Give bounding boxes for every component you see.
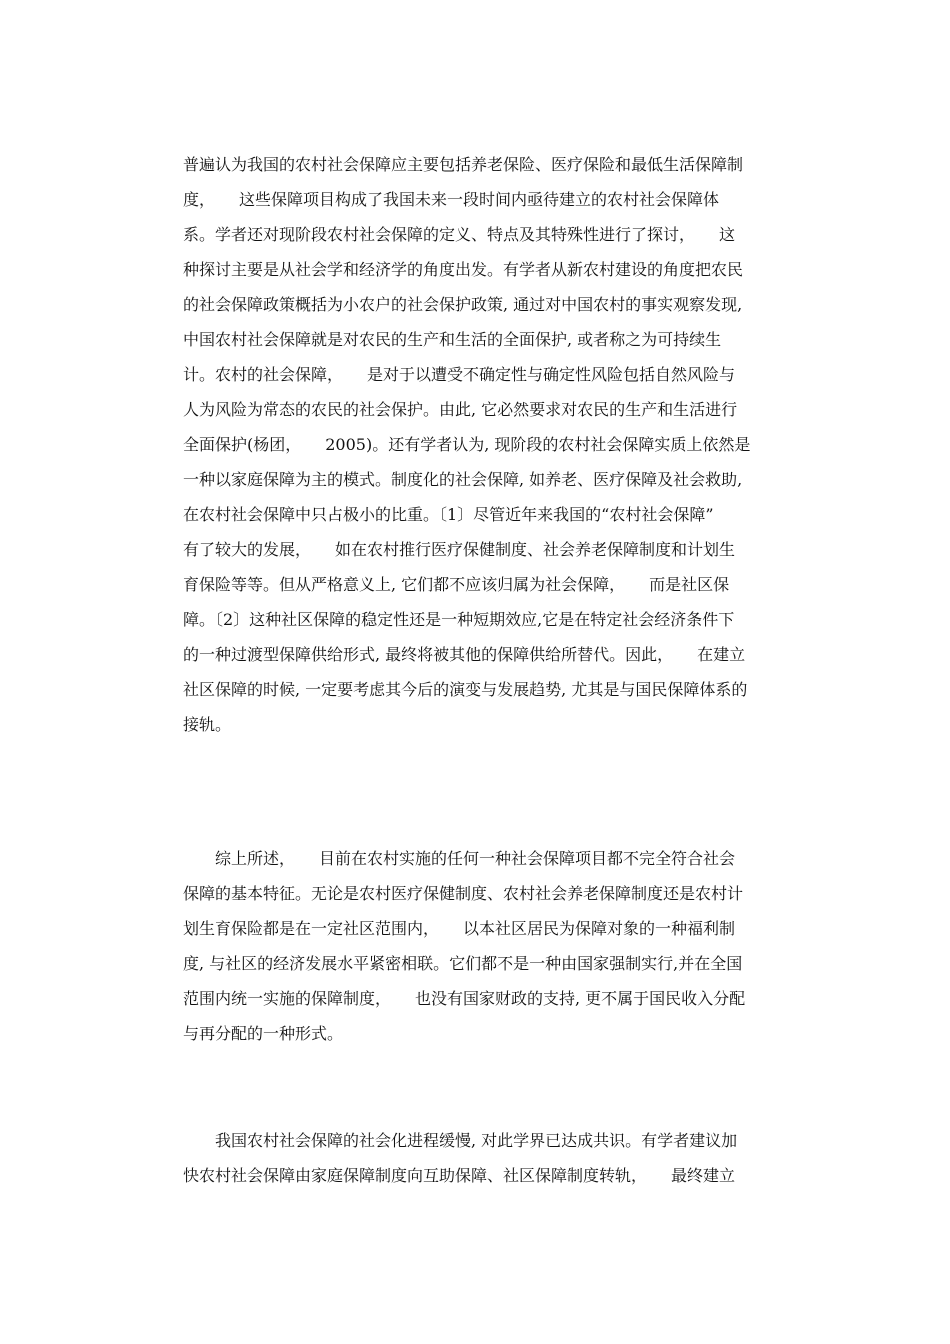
text-line: 度, 与社区的经济发展水平紧密相联。它们都不是一种由国家强制实行,并在全国 bbox=[183, 954, 743, 973]
text-line: 度， 这些保障项目构成了我国未来一段时间内亟待建立的农村社会保障体 bbox=[183, 190, 720, 209]
text-line: 人为风险为常态的农民的社会保护。由此, 它必然要求对农民的生产和生活进行 bbox=[183, 400, 738, 419]
text-line: 一种以家庭保障为主的模式。制度化的社会保障, 如养老、医疗保障及社会救助, bbox=[183, 470, 743, 489]
text-line: 中国农村社会保障就是对农民的生产和生活的全面保护, 或者称之为可持续生 bbox=[183, 330, 722, 349]
text-line: 有了较大的发展， 如在农村推行医疗保健制度、社会养老保障制度和计划生 bbox=[183, 540, 736, 559]
text-line: 系。学者还对现阶段农村社会保障的定义、特点及其特殊性进行了探讨， 这 bbox=[183, 225, 736, 244]
text-line: 普遍认为我国的农村社会保障应主要包括养老保险、医疗保险和最低生活保障制 bbox=[183, 155, 744, 174]
text-line: 接轨。 bbox=[183, 715, 232, 734]
text-line: 的一种过渡型保障供给形式, 最终将被其他的保障供给所替代。因此， 在建立 bbox=[183, 645, 746, 664]
text-line: 全面保护(杨团， 2005)。还有学者认为, 现阶段的农村社会保障实质上依然是 bbox=[183, 435, 751, 454]
text-line: 在农村社会保障中只占极小的比重。〔1〕尽管近年来我国的“农村社会保障” bbox=[183, 505, 714, 524]
text-line: 障。〔2〕这种社区保障的稳定性还是一种短期效应,它是在特定社会经济条件下 bbox=[183, 610, 735, 629]
paragraph-2 bbox=[183, 841, 773, 1051]
text-line: 综上所述， 目前在农村实施的任何一种社会保障项目都不完全符合社会 bbox=[215, 849, 736, 868]
text-line: 保障的基本特征。无论是农村医疗保健制度、农村社会养老保障制度还是农村计 bbox=[183, 884, 744, 903]
text-line: 划生育保险都是在一定社区范围内， 以本社区居民为保障对象的一种福利制 bbox=[183, 919, 736, 938]
text-line: 计。农村的社会保障， 是对于以遭受不确定性与确定性风险包括自然风险与 bbox=[183, 365, 736, 384]
text-line: 社区保障的时候, 一定要考虑其今后的演变与发展趋势, 尤其是与国民保障体系的 bbox=[183, 680, 748, 699]
text-line: 与再分配的一种形式。 bbox=[183, 1024, 344, 1043]
text-line: 我国农村社会保障的社会化进程缓慢, 对此学界已达成共识。有学者建议加 bbox=[215, 1131, 738, 1150]
text-line: 范围内统一实施的保障制度， 也没有国家财政的支持, 更不属于国民收入分配 bbox=[183, 989, 746, 1008]
paragraph-3 bbox=[183, 1123, 773, 1193]
text-line: 育保险等等。但从严格意义上, 它们都不应该归属为社会保障， 而是社区保 bbox=[183, 575, 730, 594]
text-line: 的社会保障政策概括为小农户的社会保护政策, 通过对中国农村的事实观察发现, bbox=[183, 295, 743, 314]
text-line: 种探讨主要是从社会学和经济学的角度出发。有学者从新农村建设的角度把农民 bbox=[183, 260, 744, 279]
paragraph-1 bbox=[183, 147, 773, 742]
text-line: 快农村社会保障由家庭保障制度向互助保障、社区保障制度转轨， 最终建立 bbox=[183, 1166, 736, 1185]
